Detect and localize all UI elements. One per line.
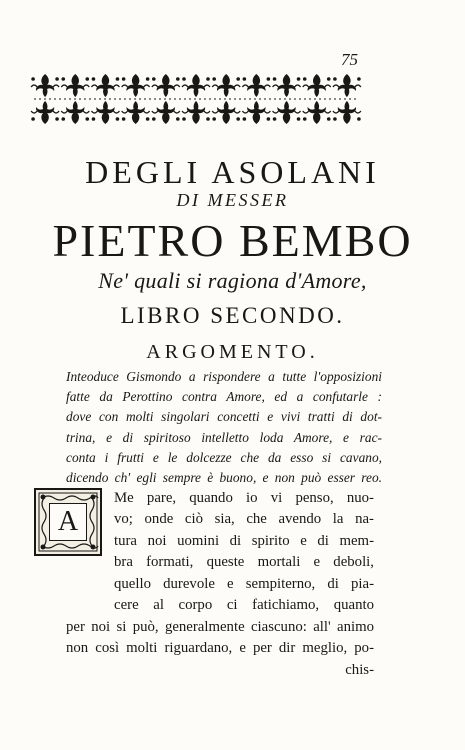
body-line: cere al corpo ci fatichiamo, quanto: [114, 597, 374, 614]
page-number: 75: [341, 50, 358, 69]
body-text-full: [66, 617, 374, 681]
drop-cap-letter: A: [57, 506, 79, 537]
body-line: bra formati, queste mortali e deboli,: [114, 554, 374, 571]
fleuron-ornament: [31, 74, 59, 97]
body-line: per noi si può, generalmente ciascuno: all' animo: [66, 619, 374, 635]
body-line: Me pare, quando io vi penso, nuo-: [114, 490, 374, 506]
argument-heading: ARGOMENTO.: [146, 341, 319, 363]
argument-paragraph: [66, 367, 382, 488]
fleuron-ornament: [182, 101, 210, 124]
argument-line: fatte da Perottino contra Amore, ed a confutarle :: [66, 389, 382, 405]
author-name: PIETRO BEMBO: [52, 215, 413, 266]
fleuron-ornament: [333, 101, 361, 124]
fleuron-ornament: [242, 101, 270, 124]
body-line: quello durevole e sempiterno, di pia-: [114, 575, 374, 592]
body-line: non così molti riguardano, e per dir meglio, po-: [66, 640, 374, 657]
argument-line: dicendo ch' egli sempre è buono, e non può esser reo.: [66, 470, 382, 486]
argument-line: conta i frutti e le dolcezze che da esso si cavano,: [66, 449, 382, 465]
body-line: vo; onde ciò sia, che avendo la na-: [114, 511, 374, 528]
body-line: chis-: [345, 661, 374, 678]
fleuron-ornament: [212, 101, 240, 124]
body-line: tura noi uomini di spirito e di mem-: [114, 532, 374, 549]
fleuron-ornament: [182, 74, 210, 97]
fleuron-ornament: [273, 101, 301, 124]
fleuron-ornament: [152, 74, 180, 97]
fleuron-ornament: [152, 101, 180, 124]
fleuron-ornament: [91, 74, 119, 97]
drop-cap-panel: [49, 503, 87, 541]
argument-line: trina, e di spiritoso intelletto loda Amore, e rac-: [66, 429, 382, 445]
decorative-headpiece: [30, 69, 362, 129]
fleuron-ornament: [122, 101, 150, 124]
fleuron-ornament: [212, 74, 240, 97]
fleuron-ornament: [91, 101, 119, 124]
fleuron-ornament: [242, 74, 270, 97]
argument-line: Inteoduce Gismondo a rispondere a tutte l'opposizioni: [66, 369, 382, 384]
body-text-indented: [114, 488, 374, 616]
fleuron-ornament: [273, 74, 301, 97]
subtitle: Ne' quali si ragiona d'Amore,: [98, 268, 367, 293]
book-label: LIBRO SECONDO.: [120, 303, 345, 328]
fleuron-ornament: [31, 101, 59, 124]
drop-cap-frame: [34, 488, 102, 556]
fleuron-ornament: [61, 74, 89, 97]
fleuron-ornament: [333, 74, 361, 97]
fleuron-ornament: [122, 74, 150, 97]
title-di-messer: DI MESSER: [176, 190, 289, 210]
argument-line: dove con molti singolari concetti e vivi tratti di dot-: [66, 409, 382, 425]
fleuron-ornament: [303, 101, 331, 124]
fleuron-ornament: [61, 101, 89, 124]
fleuron-ornament: [303, 74, 331, 97]
title-degli-asolani: DEGLI ASOLANI: [85, 154, 380, 190]
